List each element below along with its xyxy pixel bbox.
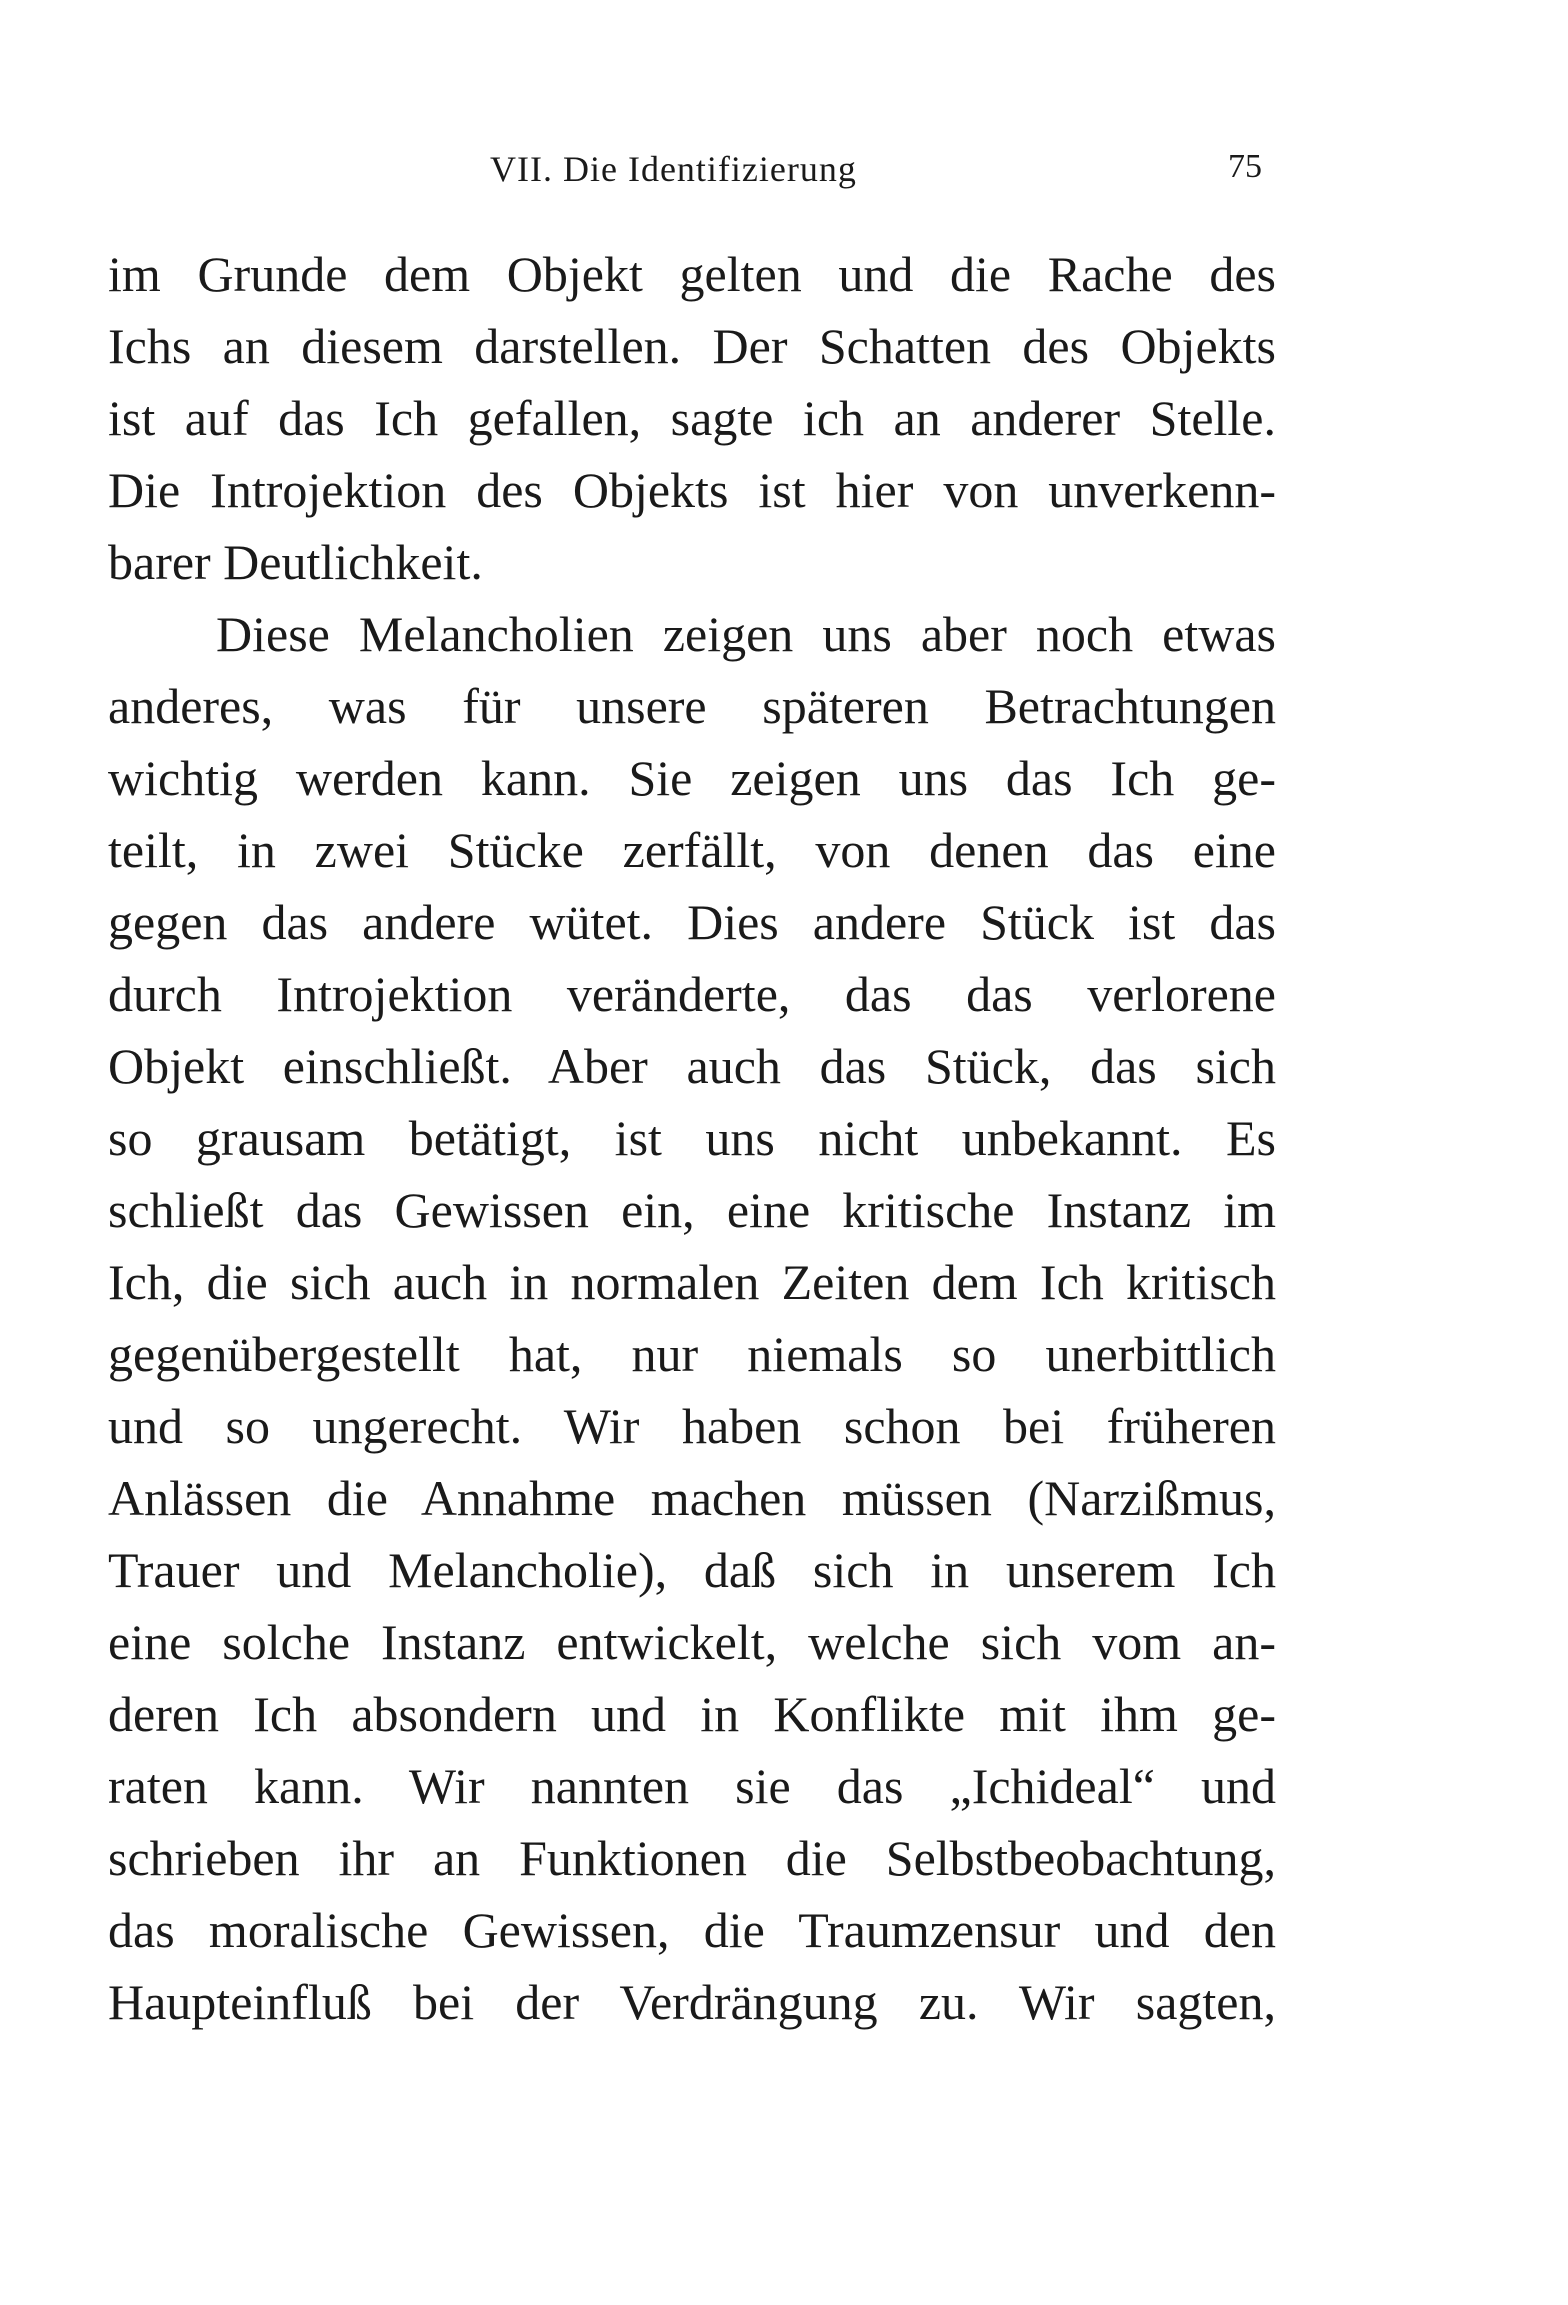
text-line: das moralische Gewissen, die Traumzensur und den: [108, 1902, 1276, 1958]
text-line: barer Deutlichkeit.: [108, 534, 483, 590]
text-line: Ichs an diesem darstellen. Der Schatten des Objekts: [108, 318, 1276, 374]
running-head: [0, 148, 1568, 188]
text-line: Diese Melancholien zeigen uns aber noch etwas: [216, 606, 1276, 662]
text-line: wichtig werden kann. Sie zeigen uns das Ich ge-: [108, 750, 1276, 806]
text-line: schließt das Gewissen ein, eine kritische Instanz im: [108, 1182, 1276, 1238]
text-line: Ich, die sich auch in normalen Zeiten dem Ich kritisch: [108, 1254, 1276, 1310]
text-line: und so ungerecht. Wir haben schon bei früheren: [108, 1398, 1276, 1454]
text-line: teilt, in zwei Stücke zerfällt, von denen das eine: [108, 822, 1276, 878]
text-line: eine solche Instanz entwickelt, welche sich vom an-: [108, 1614, 1276, 1670]
text-line: Haupteinfluß bei der Verdrängung zu. Wir sagten,: [108, 1974, 1276, 2030]
body-text: [108, 238, 1276, 2038]
text-line: Anlässen die Annahme machen müssen (Narzißmus,: [108, 1470, 1276, 1526]
text-line: Die Introjektion des Objekts ist hier von unverkenn-: [108, 462, 1276, 518]
text-line: ist auf das Ich gefallen, sagte ich an anderer Stelle.: [108, 390, 1276, 446]
text-line: gegenübergestellt hat, nur niemals so unerbittlich: [108, 1326, 1276, 1382]
text-line: so grausam betätigt, ist uns nicht unbekannt. Es: [108, 1110, 1276, 1166]
text-line: Objekt einschließt. Aber auch das Stück, das sich: [108, 1038, 1276, 1094]
text-line: deren Ich absondern und in Konflikte mit ihm ge-: [108, 1686, 1276, 1742]
text-line: im Grunde dem Objekt gelten und die Rache des: [108, 246, 1276, 302]
text-line: raten kann. Wir nannten sie das „Ichideal“ und: [108, 1758, 1276, 1814]
page-number: 75: [1228, 148, 1262, 185]
text-line: schrieben ihr an Funktionen die Selbstbeobachtung,: [108, 1830, 1276, 1886]
text-line: Trauer und Melancholie), daß sich in unserem Ich: [108, 1542, 1276, 1598]
chapter-title: VII. Die Identifizierung: [490, 149, 857, 189]
text-line: anderes, was für unsere späteren Betrachtungen: [108, 678, 1276, 734]
text-line: durch Introjektion veränderte, das das verlorene: [108, 966, 1276, 1022]
text-line: gegen das andere wütet. Dies andere Stück ist das: [108, 894, 1276, 950]
